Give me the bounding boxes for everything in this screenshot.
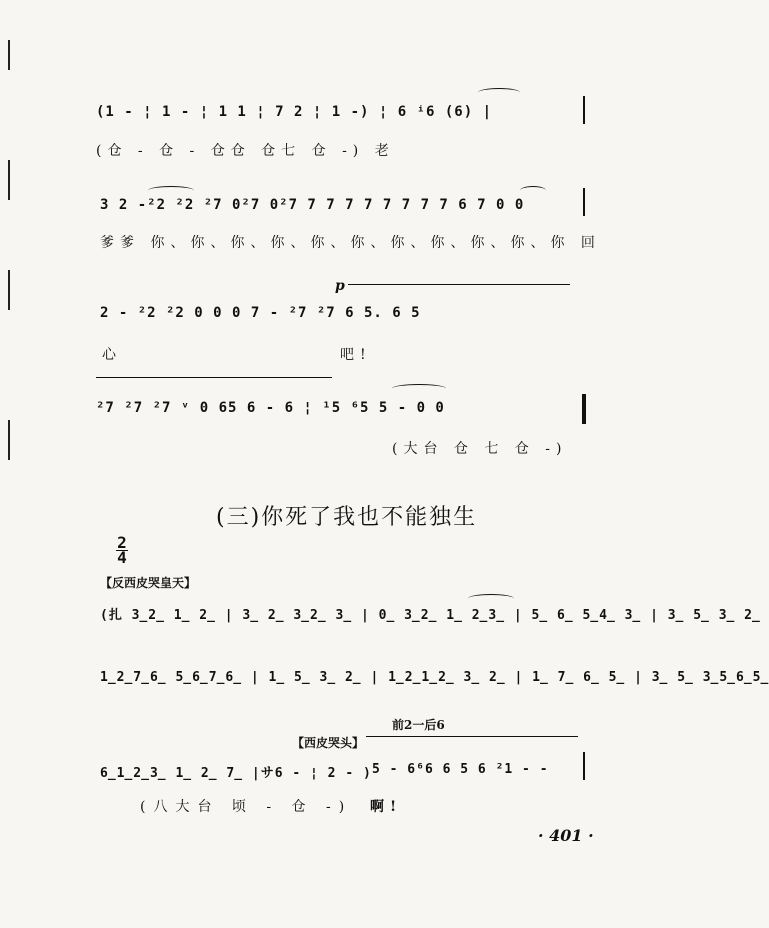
- barline: [583, 96, 585, 124]
- margin-mark: [8, 270, 10, 310]
- system3-lyrics-a: 心: [102, 347, 122, 363]
- system7-notes-b: 5 - 6⁶6 6 5 6 ²1 - -: [372, 762, 549, 777]
- system7-notes-a: 6̲1̲2̲3̲ 1̲ 2̲ 7̲ |サ6 - ¦ 2 - ): [100, 766, 372, 781]
- page-number: · 401 ·: [538, 826, 594, 845]
- system7-lyric-end: 啊!: [370, 799, 403, 815]
- barline: [583, 188, 585, 216]
- barline: [583, 752, 585, 780]
- tie-mark: [478, 88, 520, 97]
- crescendo-line: [96, 377, 332, 382]
- tune-label: 【反西皮哭皇天】: [100, 576, 197, 590]
- time-sig-bottom: 4: [117, 548, 127, 567]
- system2-lyrics: 爹爹 你、你、你、你、你、你、你、你、你、你、你 回: [100, 235, 601, 251]
- crescendo-line: [348, 284, 570, 289]
- system2-notes: 3 2 -²2 ²2 ²7 0²7 0²7 7 7 7 7 7 7 7 7 6 7 0 0: [100, 197, 525, 213]
- system6-notes: 1̲2̲7̲6̲ 5̲6̲7̲6̲ | 1̲ 5̲ 3̲ 2̲ | 1̲2̲1̲2̲ 3̲ 2̲ | 1̲ 7̲ 6̲ 5̲ | 3̲ 5̲ 3̲5̲6̲5̲: [100, 670, 769, 685]
- slur-mark: [148, 186, 194, 195]
- system1-notes: (1 - ¦ 1 - ¦ 1 1 ¦ 7 2 ¦ 1 -) ¦ 6 ⁱ6 (6) |: [96, 104, 493, 120]
- margin-mark: [8, 160, 10, 200]
- margin-mark: [8, 420, 10, 460]
- system7-lyrics: (八大台 顷 - 仓 -): [140, 799, 353, 815]
- dynamic-mark: p: [335, 278, 345, 294]
- slur-mark: [468, 594, 514, 603]
- system5-notes: (扎 3̲2̲ 1̲ 2̲ | 3̲ 2̲ 3̲2̲ 3̲ | 0̲ 3̲2̲ 1̲ 2̲3̲ | 5̲ 6̲ 5̲4̲ 3̲ | 3̲ 5̲ 3̲ 2̲: [100, 608, 761, 623]
- section-title: (三)你死了我也不能独生: [216, 505, 478, 530]
- annotation: 前2一后6: [392, 718, 445, 732]
- system4-lyrics: (大台 仓 七 仓 -): [392, 441, 568, 457]
- slur-mark: [392, 384, 446, 393]
- system4-notes: ²7 ²7 ²7 ᵛ 0 65 6 - 6 ¦ ¹5 ⁶5 5 - 0 0: [96, 400, 445, 416]
- slur-mark: [520, 186, 546, 195]
- margin-mark: [8, 40, 10, 70]
- time-sig-top: 2: [117, 533, 127, 552]
- annotation-line: [366, 736, 578, 739]
- time-signature: [116, 533, 128, 567]
- system3-notes: 2 - ²2 ²2 0 0 0 7 - ²7 ²7 6 5. 6 5: [100, 305, 421, 321]
- system3-lyrics-b: 吧!: [340, 347, 372, 363]
- system1-lyrics: (仓 - 仓 - 仓仓 仓七 仓 -) 老: [96, 143, 395, 159]
- final-barline: [582, 394, 586, 424]
- tune-label-2: 【西皮哭头】: [292, 736, 365, 750]
